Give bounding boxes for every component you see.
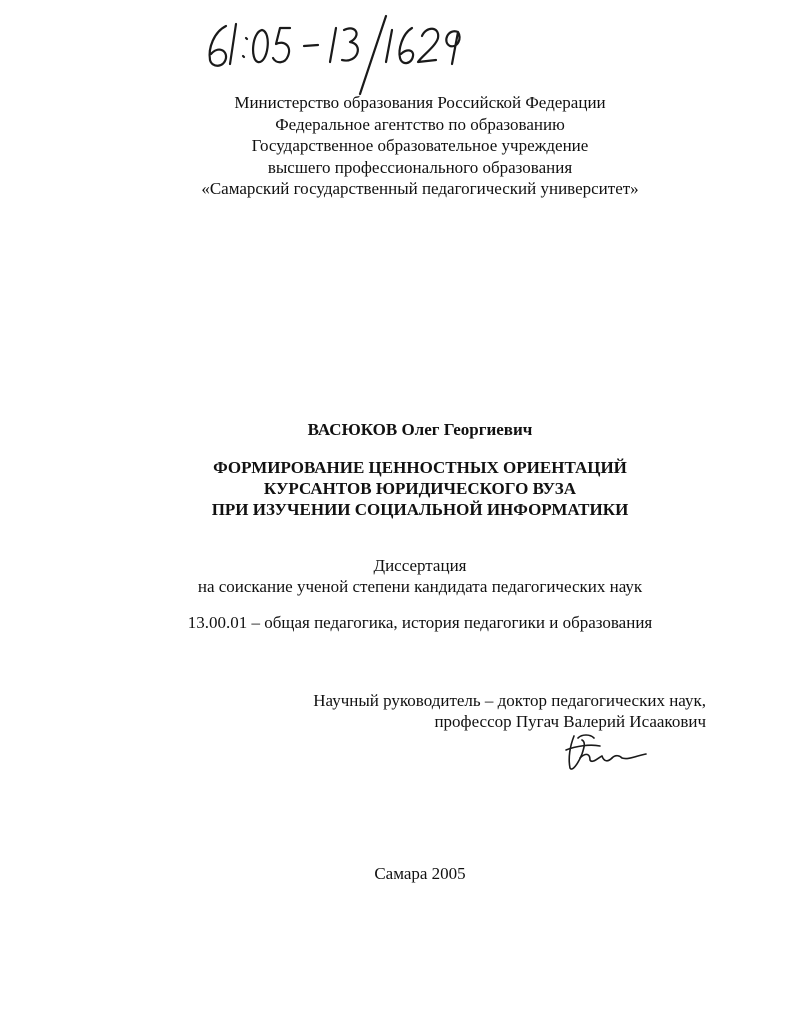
title-line: КУРСАНТОВ ЮРИДИЧЕСКОГО ВУЗА: [263, 479, 577, 498]
specialty-code: 13.00.01 – общая педагогика, история педагогики и образования: [187, 613, 653, 632]
city-year: Самара 2005: [374, 864, 466, 883]
ministry-line: Министерство образования Российской Федерации: [234, 93, 606, 112]
title-line: ПРИ ИЗУЧЕНИИ СОЦИАЛЬНОЙ ИНФОРМАТИКИ: [211, 500, 629, 519]
institution-block: [150, 92, 690, 200]
archive-stamp: [196, 8, 496, 98]
supervisor-block: [250, 690, 706, 732]
handwritten-stamp-code: [196, 8, 496, 98]
agency-line: Федеральное агентство по образованию: [275, 114, 565, 134]
signature-icon: [560, 728, 660, 778]
education-level-line: высшего профессионального образования: [267, 157, 573, 177]
supervisor-title: Научный руководитель – доктор педагогических наук,: [313, 691, 706, 710]
dissertation-title: [100, 457, 740, 520]
institution-type-line: Государственное образовательное учреждение: [251, 136, 589, 155]
supervisor-signature: [560, 728, 660, 778]
title-line: ФОРМИРОВАНИЕ ЦЕННОСТНЫХ ОРИЕНТАЦИЙ: [213, 458, 627, 477]
degree-block: [100, 555, 740, 597]
degree-type: Диссертация: [373, 556, 467, 575]
author-name: ВАСЮКОВ Олег Георгиевич: [307, 420, 533, 439]
degree-purpose: на соискание ученой степени кандидата педагогических наук: [197, 577, 643, 596]
university-name-line: «Самарский государственный педагогический университет»: [201, 179, 639, 198]
supervisor-name: профессор Пугач Валерий Исаакович: [434, 712, 706, 731]
